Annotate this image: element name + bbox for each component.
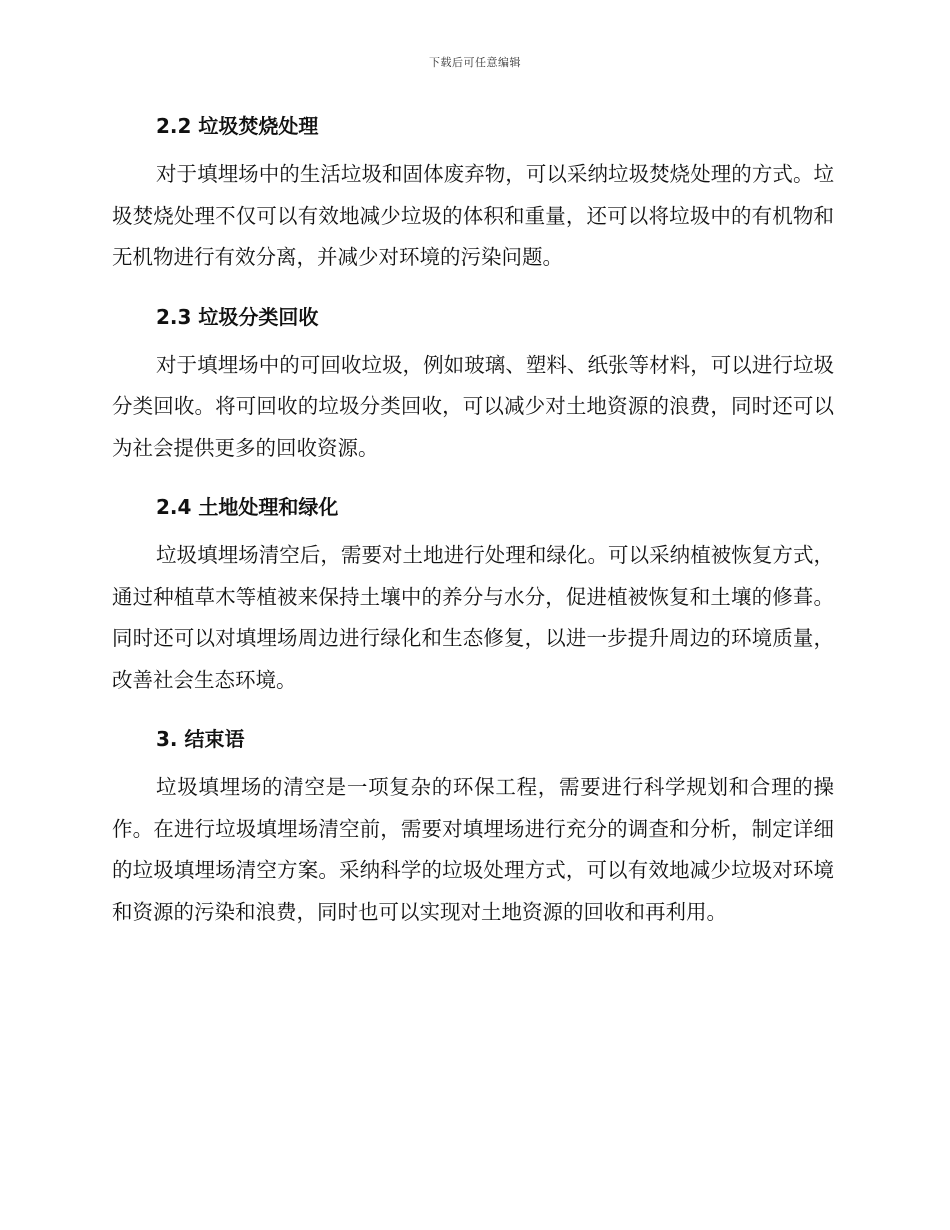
section-paragraph: 垃圾填埋场的清空是一项复杂的环保工程，需要进行科学规划和合理的操作。在进行垃圾填埋场清空前，需要对填埋场进行充分的调查和分析，制定详细的垃圾填埋场清空方案。采纳科学的垃圾处理方式，可以有效地减少垃圾对环境和资源的污染和浪费，同时也可以实现对土地资源的回收和再利用。 <box>112 775 834 924</box>
section-paragraph: 垃圾填埋场清空后，需要对土地进行处理和绿化。可以采纳植被恢复方式，通过种植草木等植被来保持土壤中的养分与水分，促进植被恢复和土壤的修葺。同时还可以对填埋场周边进行绿化和生态修复，以进一步提升周边的环境质量，改善社会生态环境。 <box>112 543 834 692</box>
document-body <box>112 104 834 949</box>
section-heading: 2.2 垃圾焚烧处理 <box>156 114 319 138</box>
page-header-note: 下载后可任意编辑 <box>429 56 521 69</box>
section-3 <box>112 717 834 933</box>
section-paragraph: 对于填埋场中的可回收垃圾，例如玻璃、塑料、纸张等材料，可以进行垃圾分类回收。将可回收的垃圾分类回收，可以减少对土地资源的浪费，同时还可以为社会提供更多的回收资源。 <box>112 352 834 460</box>
section-heading: 2.3 垃圾分类回收 <box>156 304 319 329</box>
section-heading: 2.4 土地处理和绿化 <box>156 495 339 519</box>
section-paragraph: 对于填埋场中的生活垃圾和固体废弃物，可以采纳垃圾焚烧处理的方式。垃圾焚烧处理不仅可以有效地减少垃圾的体积和重量，还可以将垃圾中的有机物和无机物进行有效分离，并减少对环境的污染问题。 <box>112 162 834 269</box>
section-heading: 3. 结束语 <box>156 727 245 751</box>
section-2-2 <box>112 104 834 279</box>
section-2-4 <box>112 485 834 701</box>
section-2-3 <box>112 295 834 470</box>
